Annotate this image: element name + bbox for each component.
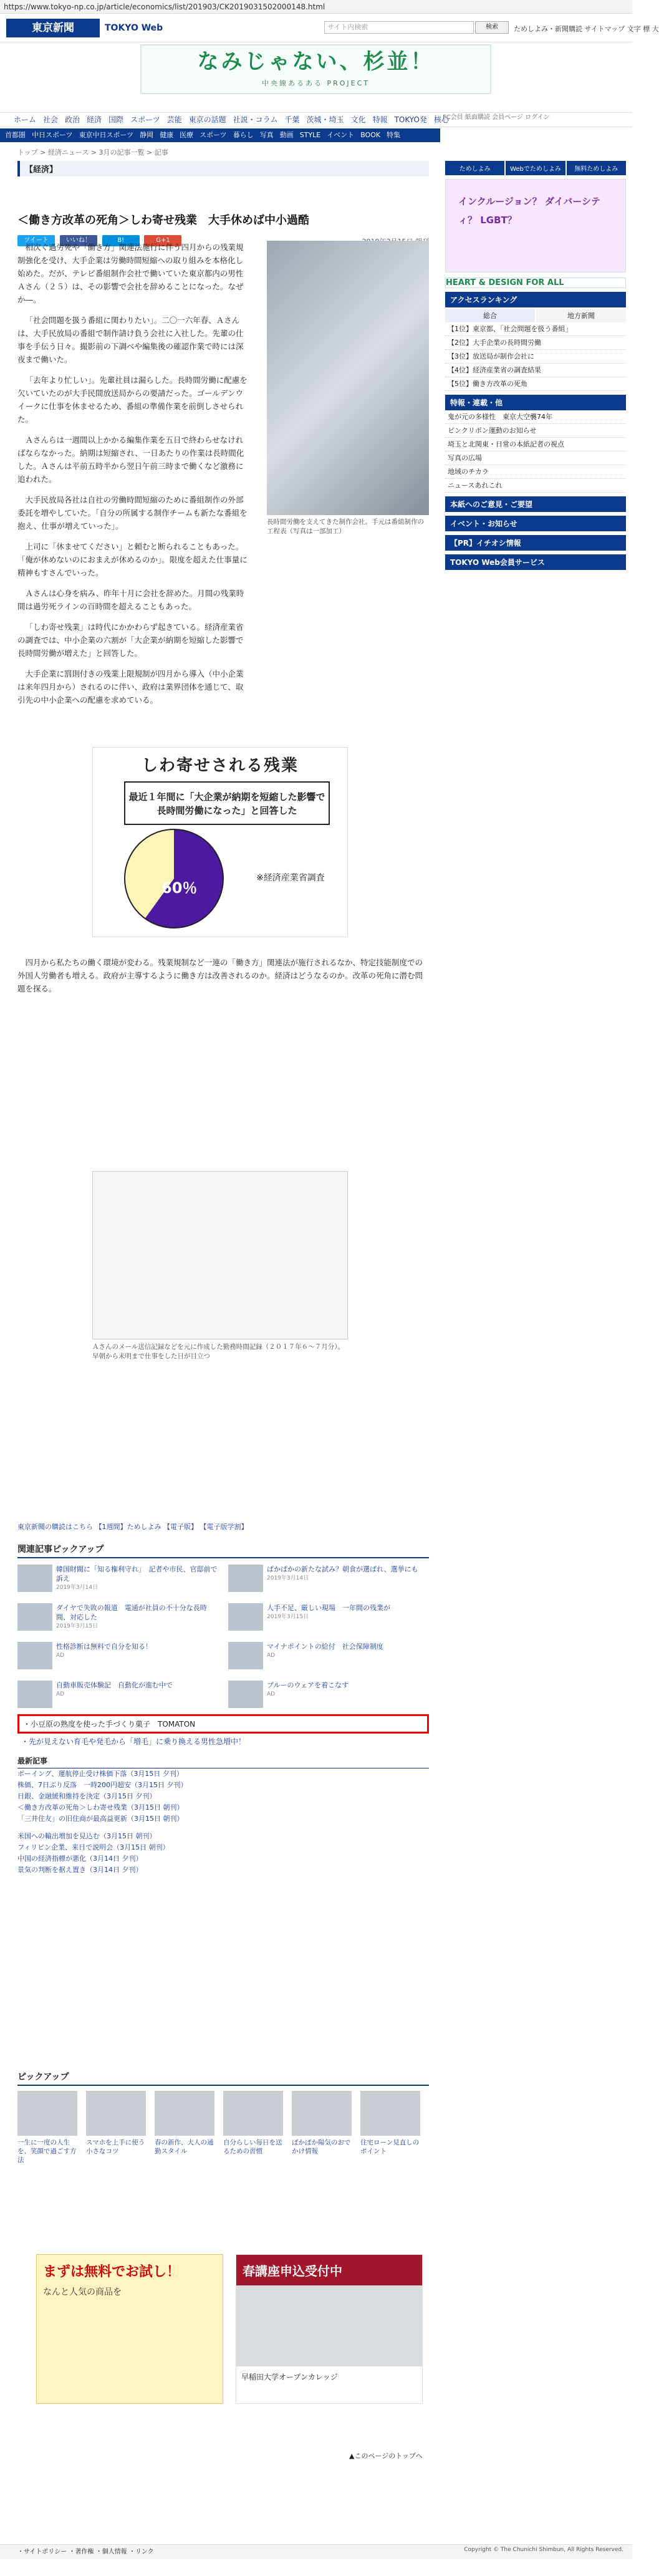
- news-item[interactable]: 景気の判断を据え置き（3月14日 夕刊）: [17, 1866, 143, 1874]
- related-thumbnail: [17, 1642, 52, 1669]
- sub-nav-item[interactable]: BOOK: [360, 131, 381, 139]
- related-pickup-item[interactable]: [17, 1642, 218, 1672]
- table-caption: Ａさんのメール送信記録などを元に作成した勤務時間記録（２０１７年６〜７月分）。早朝から未明まで仕事をした日が目立つ: [92, 1343, 345, 1360]
- sidebar: [445, 161, 626, 570]
- sub-nav-item[interactable]: 動画: [279, 131, 294, 139]
- pickup-card-image: [17, 2091, 77, 2136]
- campaign-banner[interactable]: [140, 44, 491, 94]
- related-thumbnail: [228, 1642, 263, 1669]
- site-search-button[interactable]: 検索: [475, 21, 509, 34]
- related-item-source: AD: [267, 1652, 276, 1659]
- pickup-card-title: スマホを上手に使う小さなコツ: [86, 2139, 145, 2155]
- related-pickup-heading: 関連記事ピックアップ: [17, 1543, 429, 1558]
- ranking-tab[interactable]: 地方新聞: [536, 309, 626, 322]
- related-pickup-item[interactable]: [228, 1565, 429, 1594]
- feature-item[interactable]: 鬼が元の多様性 東京大空襲74年: [445, 410, 626, 424]
- ranking-item[interactable]: 【1位】東京都、「社会問題を扱う番組」: [445, 322, 626, 336]
- related-item-title: ぱかぱかの新たな試み？朝食が選ばれ、選挙にも: [267, 1565, 418, 1573]
- graph-note: ※経済産業省調査: [256, 873, 325, 883]
- related-thumbnail: [228, 1565, 263, 1592]
- pickup-card-image: [292, 2091, 352, 2136]
- related-pickup-item[interactable]: [17, 1681, 218, 1710]
- global-nav-item[interactable]: 国際: [108, 115, 124, 124]
- events-heading: イベント・お知らせ: [445, 516, 626, 531]
- recommend-heading: 本紙へのご意見・ご要望: [445, 496, 626, 512]
- sub-nav-item[interactable]: スポーツ: [200, 131, 227, 139]
- related-pickup-item[interactable]: [228, 1603, 429, 1633]
- global-nav-item[interactable]: 千葉: [284, 115, 300, 124]
- ad-left-sub: なんと人気の商品を: [43, 2287, 122, 2297]
- banner-title: なみじゃない、杉並！: [197, 49, 435, 74]
- related-pickup-item[interactable]: [228, 1681, 429, 1710]
- pickup-card-title: 住宅ローン見直しのポイント: [360, 2139, 420, 2155]
- news-item[interactable]: 米国への輸出増加を見込む（3月15日 朝刊）: [17, 1832, 156, 1840]
- news-item[interactable]: フィリピン企業、来日で説明会（3月15日 朝刊）: [17, 1843, 170, 1851]
- article-paragraph: 大手企業に罰則付きの残業上限規制が四月から導入（中小企業は来年四月から）されるのに伴い、政府は業界団体を通じて、取引先の中小企業への配慮を求めている。: [17, 669, 244, 705]
- below-article: [17, 1522, 429, 1876]
- global-nav-item[interactable]: 特報: [372, 115, 388, 124]
- related-pickup-item[interactable]: [228, 1642, 429, 1672]
- article-paragraph: Ａさんらは一週間以上かかる編集作業を五日で終わらせなければならなかった。納期は短縮され、一日あたりの作業は長時間化した。Ａさんは平前五時半から翌日午前三時まで働くなど激務に追われた。: [17, 435, 244, 484]
- breadcrumb[interactable]: トップ > 経済ニュース > 3月の記事一覧 > 記事: [17, 148, 168, 157]
- hatena-button[interactable]: B!: [102, 235, 140, 246]
- sub-nav-item[interactable]: 中日スポーツ: [32, 131, 73, 139]
- sidebar-tabs: [445, 161, 626, 175]
- article-paragraph: 相次ぐ過労死や「働き方」関連法施行に伴う四月からの残業規制強化を受け、大手企業は労働時間短縮への取り組みを本格化し始めた。だが、テレビ番組制作会社で働いていた東京都内の男性Ａさん（２５）は、その影響で会社を辞めることになった。なぜか―。: [17, 243, 244, 304]
- feature-item[interactable]: 埼玉と北関東・日常の本紙記者の視点: [445, 438, 626, 451]
- news-item[interactable]: 日銀、金融緩和維持を決定（3月15日 夕刊）: [17, 1792, 156, 1800]
- footer-nav[interactable]: ・サイトポリシー ・著作権 ・個人情報 ・リンク: [0, 2544, 632, 2559]
- article-paragraph: 「去年より忙しい」。先輩社員は漏らした。長時間労働に配慮を欠いていたのが大手民間放送局からの要請だった。ゴールデンウイークに仕事を休ませるため、番組の準備作業を前倒しさせられた。: [17, 375, 248, 424]
- ad-right-sub: 早稲田大学オープンカレッジ: [241, 2373, 338, 2381]
- pickup-card[interactable]: [86, 2091, 146, 2164]
- sub-nav-item[interactable]: 写真: [259, 131, 274, 139]
- article-paragraph: 四月から私たちの働く環境が変わる。残業規制など一連の「働き方」関連法が施行されるなか、特定技能制度での外国人労働者も増える。政府が主導するように働き方は改善されるのか。経済はどうなるのか。改革の死角に潜む問題を探る。: [17, 958, 423, 993]
- latest-news-list-2: [17, 1831, 429, 1876]
- sub-nav: [0, 128, 440, 142]
- sub-nav-item[interactable]: 健康: [160, 131, 174, 139]
- pr-heading: 【PR】イチオシ情報: [445, 535, 626, 551]
- global-nav-item[interactable]: 茨城・埼玉: [306, 115, 344, 124]
- sub-nav-item[interactable]: 首都圏: [5, 131, 26, 139]
- related-thumbnail: [17, 1565, 52, 1592]
- related-item-source: 2019年3月15日: [267, 1614, 309, 1620]
- ad-right-title: 春講座申込受付中: [236, 2255, 422, 2285]
- related-thumbnail: [17, 1603, 52, 1631]
- photo-caption: 長時間労働を支えてきた制作会社。手元は番組制作の工程表（写真は一部加工）: [267, 518, 424, 535]
- news-item[interactable]: ＜働き方改革の死角＞しわ寄せ残業（3月15日 朝刊）: [17, 1803, 184, 1811]
- related-link[interactable]: ・先が見えない育毛や発毛から「増毛」に乗り換える男性急増中！: [21, 1737, 246, 1746]
- related-item-title: ダイヤで失敗の報道 電通が社員の不十分な長時間、対応した: [56, 1604, 207, 1621]
- tweet-button[interactable]: ツイート: [17, 235, 55, 246]
- sub-nav-item[interactable]: 静岡: [140, 131, 154, 139]
- gplus-button[interactable]: G+1: [144, 235, 181, 246]
- pickup-heading: ピックアップ: [17, 2070, 429, 2086]
- global-nav-item[interactable]: 政治: [65, 115, 80, 124]
- related-item-source: AD: [56, 1691, 65, 1697]
- pickup-card[interactable]: [292, 2091, 352, 2164]
- ranking-tab[interactable]: 総合: [445, 309, 535, 322]
- related-item-source: 2019年3月15日: [56, 1623, 99, 1629]
- webservice-heading: TOKYO Web会員サービス: [445, 554, 626, 570]
- heart-design-banner[interactable]: HEART & DESIGN FOR ALL: [445, 277, 626, 288]
- site-search-input[interactable]: サイト内検索: [324, 21, 474, 34]
- related-pickup-item[interactable]: [17, 1603, 218, 1633]
- tokyo-web-label: TOKYO Web: [105, 23, 163, 33]
- sidebar-ad-top[interactable]: インクルージョン？ ダイバーシティ？ LGBT？: [445, 179, 626, 273]
- graph-box: 最近１年間に「大企業が納期を短縮した影響で長時間労働になった」と回答した: [124, 781, 330, 825]
- sub-nav-item[interactable]: イベント: [327, 131, 355, 139]
- news-item[interactable]: 中国の経済指標が悪化（3月14日 夕刊）: [17, 1855, 143, 1863]
- feature-item[interactable]: 地域のチカラ: [445, 465, 626, 479]
- related-thumbnail: [17, 1681, 52, 1708]
- sub-nav-item[interactable]: 特集: [387, 131, 401, 139]
- site-logo[interactable]: 東京新聞: [6, 19, 100, 37]
- related-item-source: 2019年3月14日: [56, 1585, 99, 1591]
- related-item-title: ブルーのウェアを着こなす: [267, 1681, 349, 1689]
- global-nav-item[interactable]: 文化: [350, 115, 366, 124]
- ranking-item[interactable]: 【5位】働き方改革の死角: [445, 377, 626, 391]
- global-nav-item[interactable]: 芸能: [166, 115, 182, 124]
- article-paragraph: 上司に「休ませてください」と頼むと断られることもあった。「俺が休めないのにおまえが休めるのか」。限度を超えた仕事量に精神もすさんでいった。: [17, 542, 248, 577]
- related-item-title: 性格診断は無料で自分を知る！: [56, 1643, 152, 1651]
- related-item-title: 人手不足、厳しい現場 一年間の残業が: [267, 1604, 390, 1612]
- sidebar-tab[interactable]: 無料ためしよみ: [567, 161, 626, 175]
- feature-list: [445, 410, 626, 493]
- pickup-card-image: [223, 2091, 283, 2136]
- news-item[interactable]: 株価、7日ぶり反落 一時200円超安（3月15日 夕刊）: [17, 1781, 188, 1789]
- ranking-heading: アクセスランキング: [445, 292, 626, 307]
- latest-news-heading: 最新記事: [17, 1755, 429, 1768]
- ad-left-title: まずは無料でお試し！: [43, 2264, 181, 2280]
- ranking-item[interactable]: 【3位】放送局が制作会社に: [445, 350, 626, 364]
- related-item-title: 韓国財閥に「知る権利守れ」 記者や市民、官邸前で訴え: [56, 1565, 218, 1583]
- sidebar-tab[interactable]: ためしよみ: [445, 161, 504, 175]
- page-top-link[interactable]: ▲このページのトップへ: [349, 2452, 423, 2460]
- related-item-title: 自動車販売体験記 自動化が進む中で: [56, 1681, 173, 1689]
- global-nav-item[interactable]: ホーム: [14, 115, 37, 124]
- pickup-card-title: 自分らしい毎日を送るための習慣: [223, 2139, 282, 2155]
- ranking-item[interactable]: 【4位】経済産業省の調査結果: [445, 364, 626, 377]
- pickup-card-image: [86, 2091, 146, 2136]
- related-item-title: マイナポイントの給付 社会保障制度: [267, 1643, 383, 1651]
- global-nav-item[interactable]: 社説・コラム: [233, 115, 278, 124]
- article-category: 【経済】: [17, 161, 429, 176]
- ad-right[interactable]: [236, 2254, 423, 2404]
- feature-item[interactable]: ニュースあれこれ: [445, 479, 626, 493]
- article-paragraph: Ａさんは心身を病み、昨年十月に会社を辞めた。月間の残業時間は過労死ラインの百時間を超えることもあった。: [17, 589, 244, 611]
- ranking-item[interactable]: 【2位】大手企業の長時間労働: [445, 336, 626, 350]
- related-item-source: 2019年3月14日: [267, 1575, 309, 1581]
- global-nav-item[interactable]: 核心: [433, 115, 449, 124]
- ad-left[interactable]: [36, 2254, 223, 2404]
- global-nav-item[interactable]: 東京の話題: [188, 115, 226, 124]
- latest-news: [17, 1755, 429, 1876]
- work-hours-table-image[interactable]: [92, 1171, 348, 1339]
- global-nav-item[interactable]: TOKYO発: [394, 115, 427, 124]
- related-pickup-item[interactable]: [17, 1565, 218, 1594]
- ranking-tabs: [445, 309, 626, 322]
- pickup-card[interactable]: [17, 2091, 77, 2164]
- pickup-card[interactable]: [223, 2091, 283, 2164]
- news-item[interactable]: ボーイング、運航停止受け株価下落（3月15日 夕刊）: [17, 1770, 183, 1778]
- pickup-card-title: 春の新作、大人の通勤スタイル: [155, 2139, 214, 2155]
- feature-heading: 特報・連載・他: [445, 395, 626, 410]
- article-body-after: [17, 956, 429, 1003]
- article-paragraph: 大手民放局各社は自社の労働時間短縮のために番組制作の外部委託を増やしていた。「自分の所属する制作チームも新たな番組を抱え、仕事が増えていった」。: [17, 495, 248, 531]
- graph-title: しわ寄せされる残業: [141, 756, 299, 775]
- related-thumbnail: [228, 1603, 263, 1631]
- header-links[interactable]: ためしよみ・新聞購読 サイトマップ 文字 標 大: [514, 25, 659, 33]
- article-main: [17, 161, 429, 1360]
- article-paragraph: 「しわ寄せ残業」は時代にかかわらず起きている。経済産業省の調査では、中小企業の六割が「大企業が納期を短縮した影響で長時間労働が増えた」と回答した。: [17, 622, 244, 658]
- article-paragraph: 「社会問題を扱う番組に関わりたい」。二〇一六年春、Ａさんは、大手民放局の番組で制作請け負う会社に入社した。先輩の仕事を手伝う日々。撮影前の下調べや編集後の確認作業で時には深夜まで働いた。: [17, 316, 244, 364]
- related-link-highlight[interactable]: ・小豆原の熟度を使った手づくり菓子 TOMATON: [17, 1714, 429, 1734]
- sub-nav-item[interactable]: 東京中日スポーツ: [79, 131, 134, 139]
- pickup-card[interactable]: [155, 2091, 214, 2164]
- copyright: Copyright © The Chunichi Shimbun, All Rights Reserved.: [464, 2547, 623, 2553]
- graph-pie-label: 60％: [161, 879, 198, 897]
- related-item-source: AD: [267, 1691, 276, 1697]
- subscribe-links[interactable]: 東京新聞の購読はこちら 【1週間】ためしよみ 【電子版】 【電子版学割】: [17, 1523, 248, 1531]
- global-nav-item[interactable]: 社会: [43, 115, 59, 124]
- article-title: ＜働き方改革の死角＞しわ寄せ残業 大手休めば中小過酷: [17, 214, 309, 227]
- sub-nav-item[interactable]: 医療: [180, 131, 194, 139]
- feature-item[interactable]: ピンクリボン運動のお知らせ: [445, 424, 626, 438]
- pickup-section: [17, 2070, 429, 2164]
- overtime-graph: [92, 747, 348, 937]
- pickup-card[interactable]: [360, 2091, 420, 2164]
- pickup-card-title: ぽかぽか陽気のおでかけ情報: [292, 2139, 351, 2155]
- nav-right-links[interactable]: FC会員 紙面購読 会員ページ ログイン: [443, 114, 550, 121]
- related-thumbnail: [228, 1681, 263, 1708]
- latest-news-list: [17, 1768, 429, 1825]
- site-header: [0, 14, 659, 42]
- global-nav-item[interactable]: スポーツ: [130, 115, 160, 124]
- feature-item[interactable]: 写真の広場: [445, 451, 626, 465]
- address-bar[interactable]: https://www.tokyo-np.co.jp/article/economics/list/201903/CK2019031502000148.html: [0, 0, 632, 14]
- ranking-list: [445, 322, 626, 391]
- ad-area: [17, 2254, 441, 2410]
- article-photo[interactable]: [267, 241, 429, 556]
- sub-nav-item[interactable]: 暮らし: [233, 131, 254, 139]
- banner-subtitle: 中央線あるある PROJECT: [261, 79, 370, 87]
- news-item[interactable]: 「三井住友」の旧住商が最高益更新（3月15日 朝刊）: [17, 1815, 184, 1823]
- sidebar-tab[interactable]: Webでためしよみ: [506, 161, 565, 175]
- pickup-cards: [17, 2091, 429, 2164]
- pickup-card-image: [155, 2091, 214, 2136]
- photo-image: [267, 241, 429, 515]
- pickup-card-title: 一生に一度の人生を、笑顔で過ごす方法: [17, 2139, 77, 2164]
- related-pickup-grid: [17, 1565, 429, 1710]
- sub-nav-item[interactable]: STYLE: [299, 131, 321, 139]
- global-nav-item[interactable]: 経済: [87, 115, 102, 124]
- pickup-card-image: [360, 2091, 420, 2136]
- related-item-source: AD: [56, 1652, 65, 1659]
- like-button[interactable]: いいね！: [60, 235, 97, 246]
